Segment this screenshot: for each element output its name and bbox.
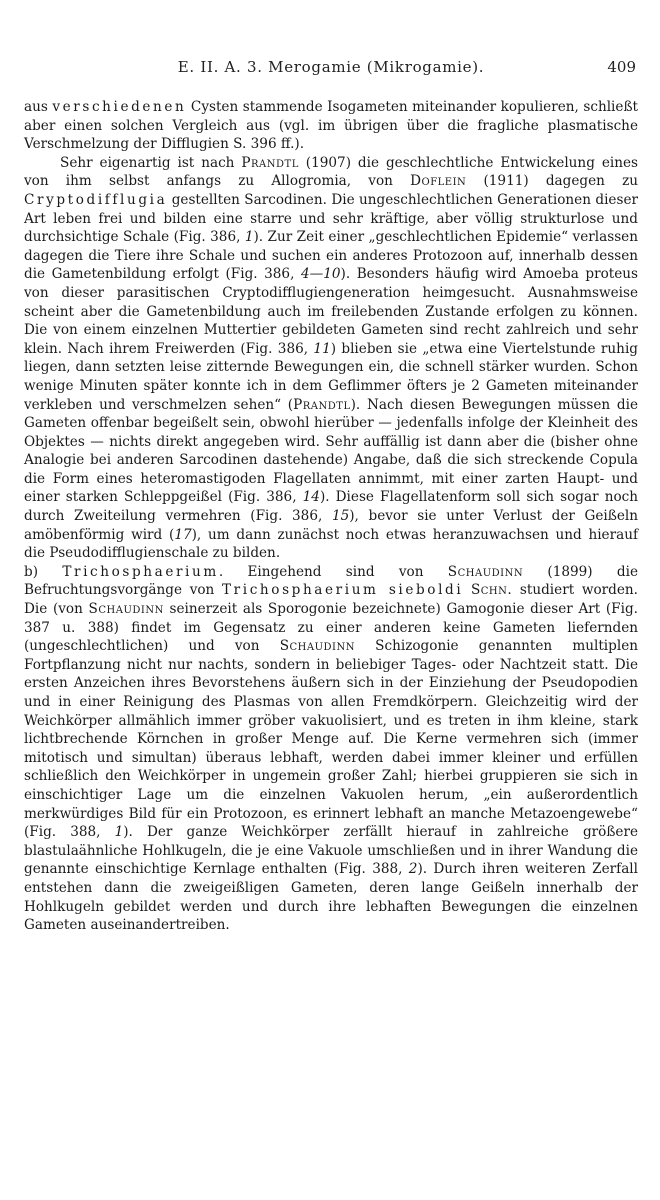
text-run: b) [24,563,63,580]
genus-name: Trichosphaerium [62,563,219,580]
text-run: ), bevor sie unter Verlust der Geißeln amöbenförmig wird ( [24,508,639,543]
text-run: Schizogonie genannten multiplen Fortpflanzung nicht nur nachts, sondern in beliebiger Tages- oder Nachtzeit statt. Die ersten Anzeichen ihres Bevorstehens äußern sich in der Einziehung der Pseudopodien und in einer Reinigung des Plasmas von allen Fremdkörpern. Gleichzeitig wird der Weichkörper allmählich immer gröber vakuolisiert, und es treten in ihm kleine, stark lichtbrechende Körnchen in großer Menge auf. Die Kerne vermehren sich (immer mitotisch und simultan) überaus lebhaft, werden dabei immer kleiner und erfüllen schließlich den Weichkörper in ungemein großer Zahl; hierbei gruppieren sie sich in einschichtiger Lage um die einzelnen Vakuolen herum, „ein außerordentlich merkwürdiges Bild für ein Protozoon, es erinnert lebhaft an manche Metazoengewebe“ (Fig. 388, [24,638,638,841]
text-run: . Eingehend sind von [218,563,448,580]
text-run: ) blieben sie „etwa eine Viertelstunde ruhig liegen, dann setzten leise zitternde Bewegungen ein, die schnell stärker wurden. Schon wenige Minuten später konnte ich in dem Geflimmer öfters je 2 Gameten miteinander verkleben und verschmelzen sehen“ ( [24,340,638,413]
text-run: ), um dann zunächst noch etwas heranzuwachsen und hierauf die Pseudodifflugienschale zu bilden. [24,526,638,562]
author-name: Schaudinn [88,601,164,618]
figure-ref: 4—10 [300,266,341,283]
paragraph-2 [24,154,638,563]
body-text [24,98,638,935]
text-run: ). Durch ihren weiteren Zerfall entstehen dann die zweigeißligen Gameten, deren lange Geißeln innerhalb der Hohlkugeln gebildet werden und durch ihre lebhaften Bewegungen die einzelnen Gameten auseinandertreiben. [24,861,638,934]
text-run: Sehr eigenartig ist nach [60,154,242,171]
text-run: ). Der ganze Weichkörper zerfällt hierauf in zahlreiche größere blastulaähnliche Hohlkugeln, die je eine Vakuole umschließen und in ihrer Wandung die genannte einschichtige Kernlage enthalten (Fig. 388, [24,824,638,878]
author-name: Schaudinn [279,638,355,655]
genus-name: Cryptodifflugia [24,191,168,208]
figure-ref: 2 [408,861,418,878]
spaced-word: verschiedenen [52,99,187,115]
figure-ref: 1 [114,824,124,841]
page-number: 409 [607,58,636,76]
text-run: ). Besonders häufig wird Amoeba proteus von dieser parasitischen Cryptodifflugiengeneration heimgesucht. Ausnahmsweise scheint aber die Gametenbildung auch im freilebenden Zustande erfolgen zu können. Die von einem einzelnen Muttertier gebildeten Gameten sind recht zahlreich und sehr klein. Nach ihrem Freiwerden (Fig. 386, [24,266,638,357]
figure-ref: 14 [302,489,320,506]
running-title: E. II. A. 3. Merogamie (Mikrogamie). [177,58,485,76]
text-run: gestellten Sarcodinen. Die ungeschlechtlichen Generationen dieser Art leben frei und bilden eine starre und sehr kräftige, aber völlig strukturlose und durchsichtige Schale (Fig. 386, [24,191,638,246]
page-header [24,58,638,98]
figure-ref: 11 [313,340,331,357]
figure-ref: 1 [244,229,254,246]
text-run: (1899) die Befruchtungsvorgänge von [24,563,638,599]
text-run: ). Zur Zeit einer „geschlechtlichen Epidemie“ verlassen dagegen die Tiere ihre Schale und suchen ein anderes Protozoon auf, innerhalb dessen die Gametenbildung erfolgt (Fig. 386, [24,229,638,283]
text-run: seinerzeit als Sporogonie bezeichnete) Gamogonie dieser Art (Fig. 387 u. 388) findet im Gegensatz zu einer anderen keine Gameten liefernden (ungeschlechtlichen) und von [24,601,638,655]
paragraph-3 [24,563,638,935]
text-run: (1907) die geschlechtliche Entwickelung eines von ihm selbst anfangs zu Allogromia, von [24,154,638,190]
author-name: Prandtl [241,154,299,171]
text-run: Cysten stammende Isogameten miteinander kopulieren, schließt aber einen solchen Vergleich aus (vgl. im übrigen über die fragliche plasmatische Verschmelzung der Difflugien S. 396 ff.). [24,99,638,153]
text-run: aus [24,99,53,115]
author-name: Schaudinn [447,563,524,580]
paragraph-1 [24,98,638,154]
text-run: studiert worden. Die (von [24,582,638,618]
text-run: (1911) dagegen zu [466,173,638,190]
text-run: ). Nach diesen Bewegungen müssen die Gameten offenbar begeißelt sein, obwohl hierüber — jedenfalls infolge der Kleinheit des Objektes — nichts direkt angegeben wird. Sehr auffällig ist dann aber die (bisher ohne Analogie bei anderen Sarcodinen dastehende) Angabe, daß die sich streckende Copula die Form eines heteromastigoden Flagellaten annimmt, mit einer zarten Haupt- und einer starken Schleppgeißel (Fig. 386, [24,396,638,506]
author-name: Doflein [410,173,467,190]
author-abbrev: Schn. [470,582,513,599]
species-name: Trichosphaerium sieboldi [222,582,464,599]
text-run [463,582,471,598]
text-run: ). Diese Flagellatenform soll sich sogar noch durch Zweiteilung vermehren (Fig. 386, [24,489,639,525]
author-name: Prandtl [293,396,351,413]
figure-ref: 17 [174,526,192,543]
figure-ref: 15 [331,508,350,525]
